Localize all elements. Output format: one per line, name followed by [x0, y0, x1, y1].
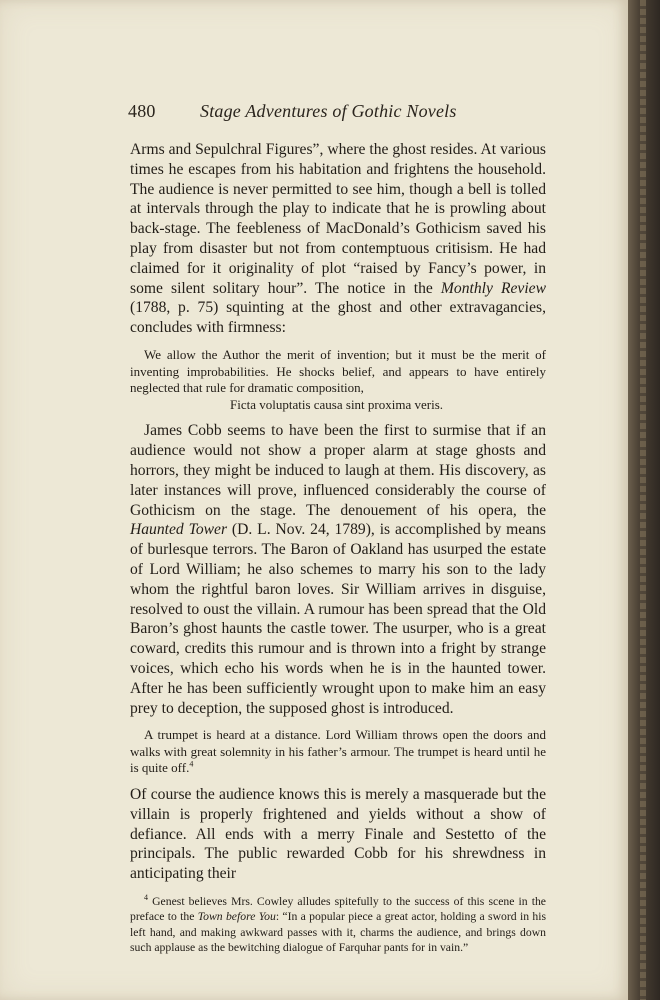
- footnote-end: : “In a popular piece a great actor, holding a sword in his left hand, and making awkward passes with it, charms the audience, and brings down such applause as the bewitching dialogue of Farquhar pants for in vain.”: [130, 910, 547, 955]
- running-header: [128, 101, 548, 122]
- footnote-text: [130, 894, 546, 956]
- paragraph-1-text: Arms and Sepulchral Figures”, where the ghost resides. At various times he escapes from his habitation and frightens the household. The audience is never permitted to see him, though a bell is tolled at intervals through the play to indicate that he is prowling about back-stage. The feebleness of MacDonald’s Gothicism saved his play from disaster but not from contemptuous critisism. He had claimed for it originality of plot “raised by Fancy’s power, in some silent solitary hour”. The notice in the: [130, 141, 546, 297]
- footnote: [130, 894, 546, 956]
- page-edge-texture: [640, 0, 646, 1000]
- page-number: 480: [128, 101, 156, 121]
- running-title: Stage Adventures of Gothic Novels: [200, 101, 457, 121]
- latin-verse: Ficta voluptatis causa sint proxima veris.: [230, 396, 444, 412]
- paragraph-1-end: (1788, p. 75) squinting at the ghost and other extravagancies, concludes with firmness:: [130, 299, 546, 337]
- paragraph-3: Of course the audience knows this is merely a masquerade but the villain is properly frightened and yields without a show of defiance. All ends with a merry Finale and Sestetto of the principals. The public rewarded Cobb for his shrewdness in anticipating their: [130, 786, 546, 883]
- footnote-marker: 4: [144, 893, 148, 903]
- block-quote-1-text: We allow the Author the merit of invention; but it must be the merit of inventing improbabilities. He shocks belief, and appears to have entirely neglected that rule for dramatic composition,: [130, 346, 546, 396]
- opera-title: Haunted Tower: [130, 521, 228, 539]
- block-quote-2: [130, 727, 546, 777]
- paragraph-2-end: (D. L. Nov. 24, 1789), is accomplished by means of burlesque terrors. The Baron of Oakland has usurped the estate of Lord William; he also schemes to marry his son to the lady whom the rightful baron loves. Sir William arrives in disguise, resolved to oust the villain. A rumour has been spread that the Old Baron’s ghost haunts the castle tower. The usurper, who is a great coward, credits this rumour and is thrown into a fright by strange voices, which echo his words when he is in the haunted tower. After he has been sufficiently wrought upon to make him an easy prey to deception, the supposed ghost is introduced.: [130, 521, 546, 717]
- block-quote-2-text: A trumpet is heard at a distance. Lord William throws open the doors and walks with great solemnity in his father’s armour. The trumpet is heard until he is quite off.: [130, 727, 546, 776]
- journal-title: Monthly Review: [440, 279, 546, 297]
- footnote-title: Town before You: [197, 910, 276, 924]
- footnote-ref: 4: [189, 760, 194, 770]
- block-quote-1: [130, 347, 546, 413]
- page-body: [130, 140, 546, 956]
- paragraph-2-text: James Cobb seems to have been the first to surmise that if an audience would not show a proper alarm at stage ghosts and horrors, they might be induced to laugh at them. His discovery, as later instances will prove, influenced considerably the course of Gothicism on the stage. The denouement of his opera, the: [130, 422, 546, 519]
- paragraph-1: [130, 140, 546, 338]
- footnote-start: Genest believes Mrs. Cowley alludes spitefully to the success of this scene in the preface to the: [130, 895, 546, 924]
- paragraph-2: [130, 421, 546, 718]
